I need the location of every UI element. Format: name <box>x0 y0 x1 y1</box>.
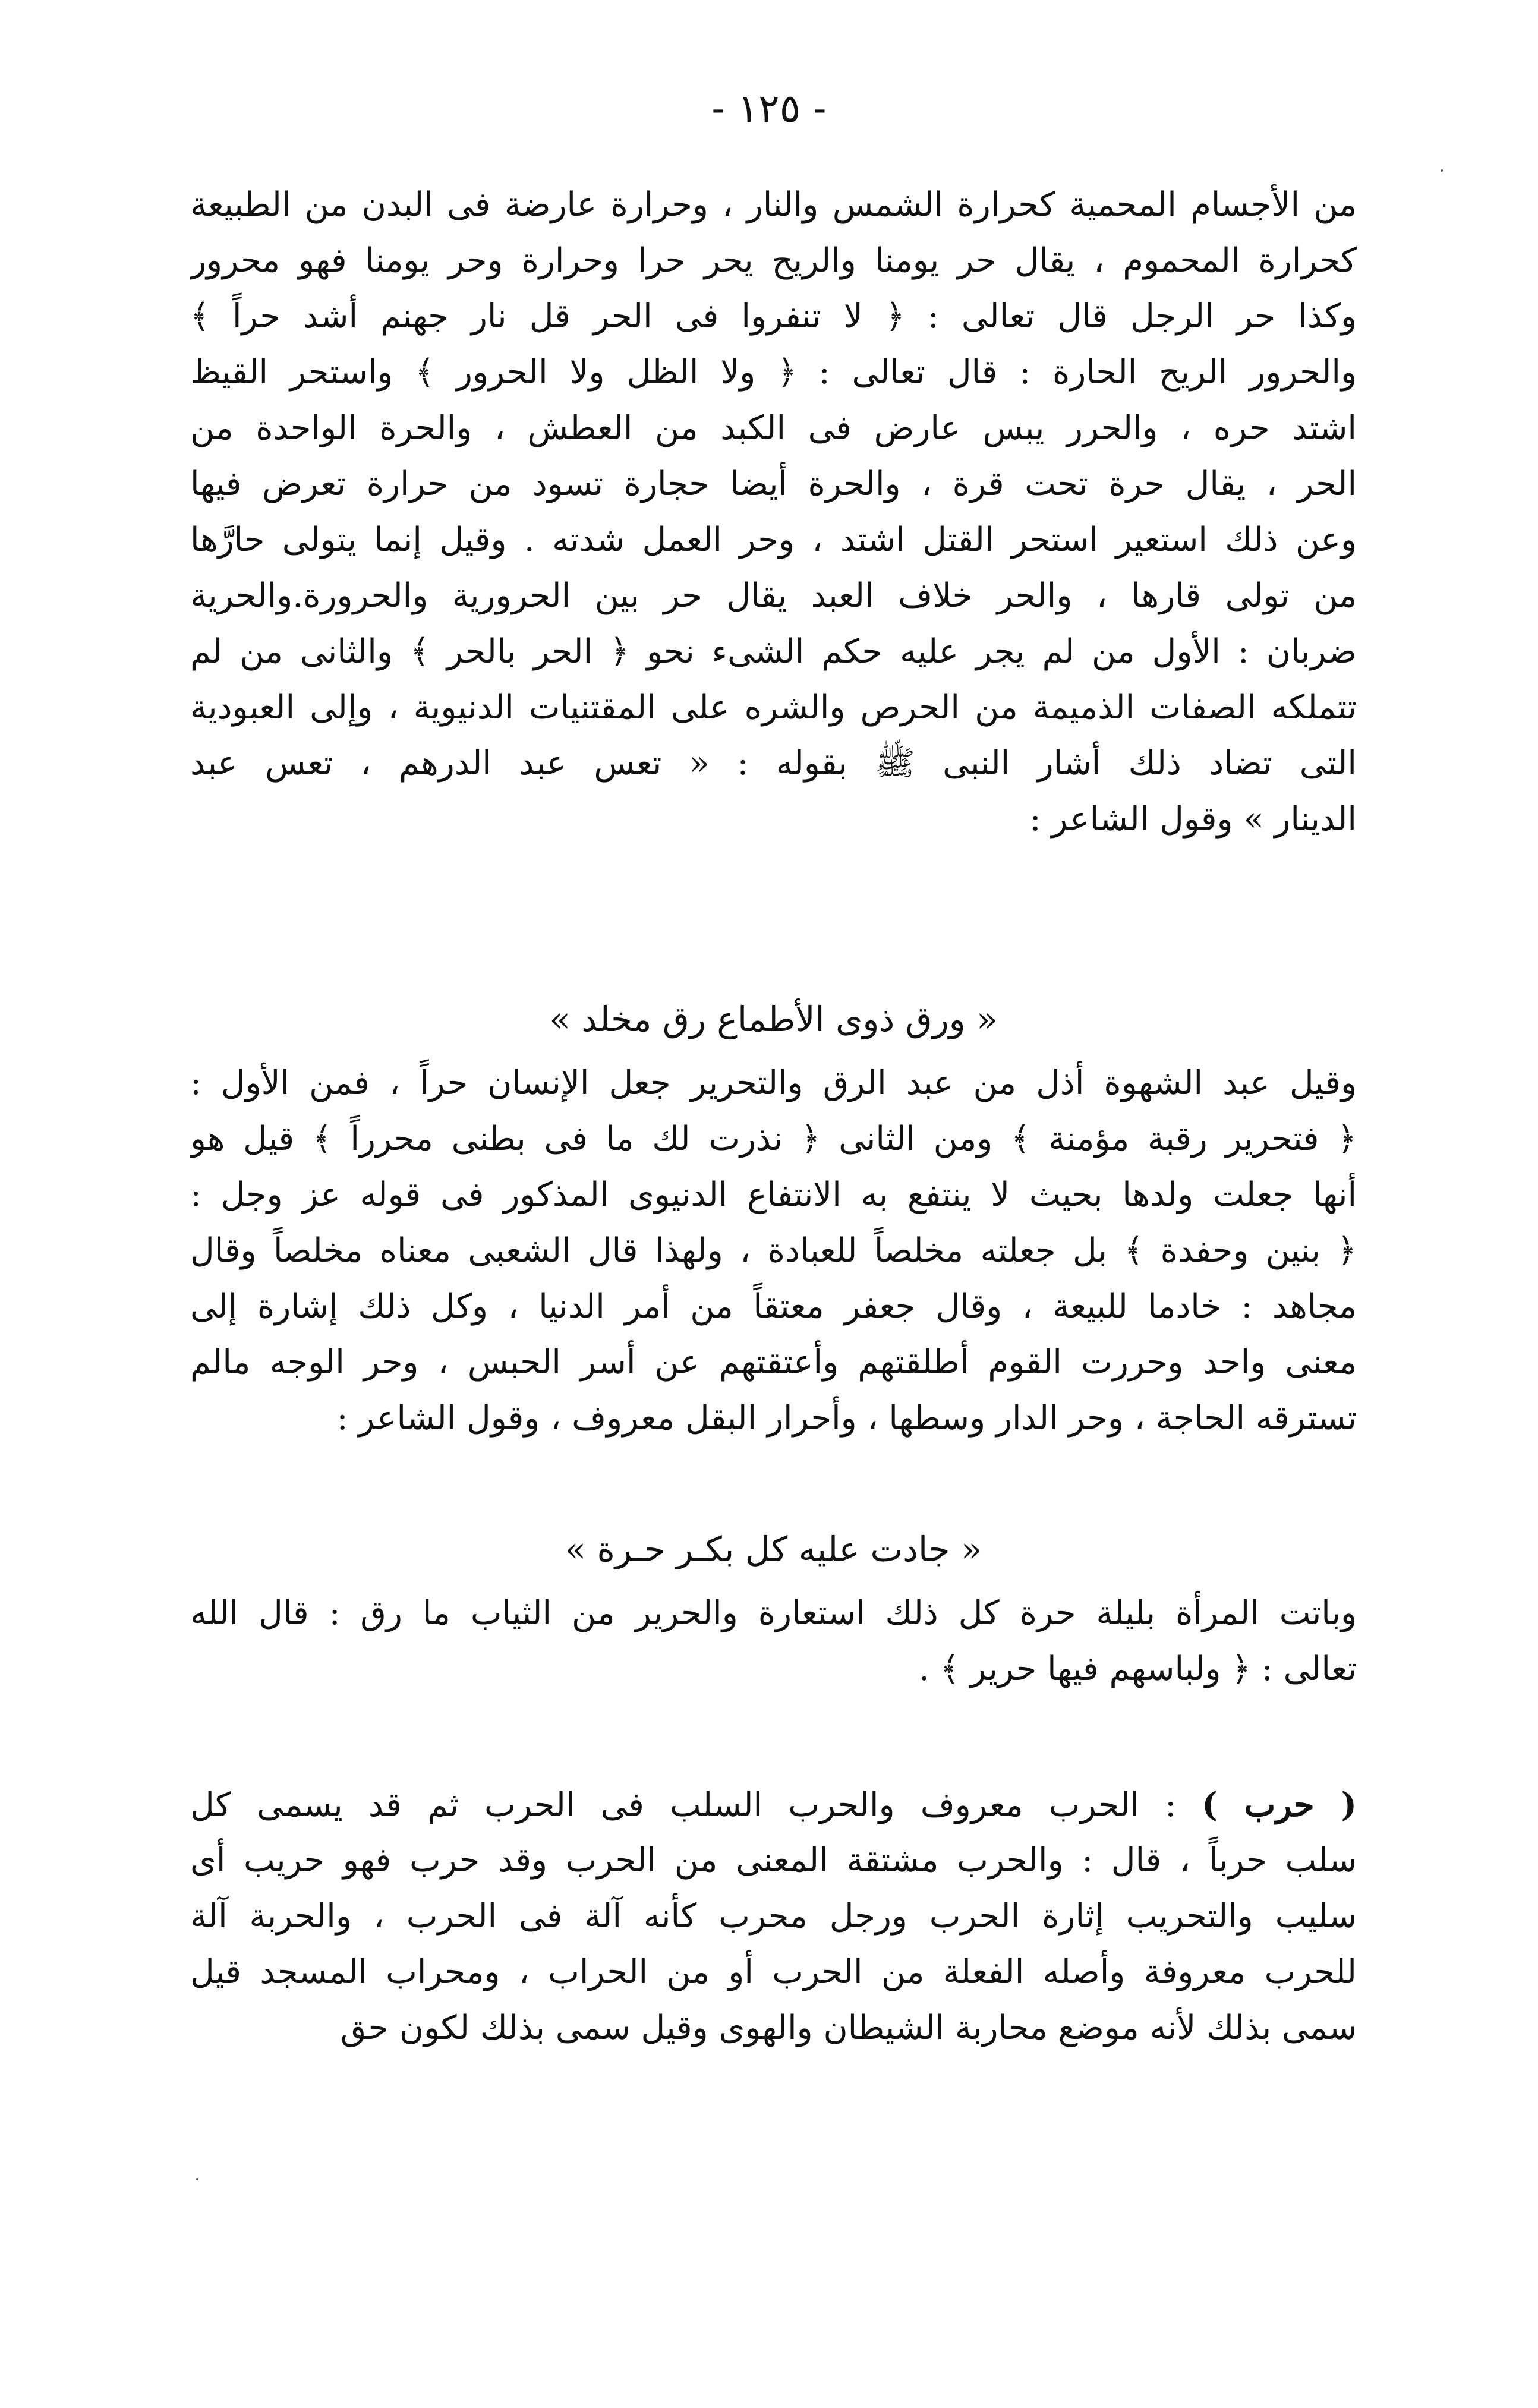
text-line: وباتت المرأة بليلة حرة كل ذلك استعارة والحرير من الثياب ما رق : قال الله <box>190 1594 1357 1632</box>
text-line: وقيل عبد الشهوة أذل من عبد الرق والتحرير جعل الإنسان حراً ، فمن الأول : <box>190 1064 1357 1102</box>
text-line: التى تضاد ذلك أشار النبى ﷺ بقوله : « تعس عبد الدرهم ، تعس عبد <box>190 744 1357 783</box>
text-line: ﴿ بنين وحفدة ﴾ بل جعلته مخلصاً للعبادة ، ولهذا قال الشعبى معناه مخلصاً وقال <box>190 1231 1357 1270</box>
text-line: وعن ذلك استعير استحر القتل اشتد ، وحر العمل شدته . وقيل إنما يتولى حارَّها <box>190 521 1357 559</box>
paragraph-3 <box>190 1586 1357 1697</box>
entry-first-line: : الحرب معروف والحرب السلب فى الحرب ثم قد يسمى كل <box>190 1786 1202 1824</box>
text-line: للحرب معروفة وأصله الفعلة من الحرب أو من الحراب ، ومحراب المسجد قيل <box>190 1953 1357 1991</box>
text-line: ﴿ فتحرير رقبة مؤمنة ﴾ ومن الثانى ﴿ نذرت لك ما فى بطنى محرراً ﴾ قيل هو <box>190 1120 1357 1158</box>
text-line: معنى واحد وحررت القوم أطلقتهم وأعتقتهم عن أسر الحبس ، وحر الوجه مالم <box>190 1343 1357 1382</box>
verse-line: « ورق ذوى الأطماع رق مخلد » <box>549 999 998 1039</box>
text-line: وكذا حر الرجل قال تعالى : ﴿ لا تنفروا فى الحر قل نار جهنم أشد حراً ﴾ <box>190 297 1357 336</box>
text-line: ضربان : الأول من لم يجر عليه حكم الشىء نحو ﴿ الحر بالحر ﴾ والثانى من لم <box>190 632 1357 671</box>
text-line: أنها جعلت ولدها بحيث لا ينتفع به الانتفاع الدنيوى المذكور فى قوله عز وجل : <box>190 1175 1357 1214</box>
verse-2 <box>190 1517 1357 1582</box>
verse-line: « جادت عليه كل بكـر حـرة » <box>565 1529 982 1569</box>
text-line: كحرارة المحموم ، يقال حر يومنا والريح يحر حرا وحرارة وحر يومنا فهو محرور <box>190 241 1357 280</box>
text-line: الدينار » وقول الشاعر : <box>1029 800 1357 839</box>
text-line: سلب حرباً ، قال : والحرب مشتقة المعنى من الحرب وقد حرب فهو حريب أى <box>190 1841 1357 1880</box>
verse-1 <box>190 986 1357 1052</box>
text-line: تعالى : ﴿ ولباسهم فيها حرير ﴾ . <box>919 1650 1357 1688</box>
text-line: اشتد حره ، والحرر يبس عارض فى الكبد من العطش ، والحرة الواحدة من <box>190 409 1357 447</box>
text-line: والحرور الريح الحارة : قال تعالى : ﴿ ولا الظل ولا الحرور ﴾ واستحر القيظ <box>190 353 1357 392</box>
text-line: من تولى قارها ، والحر خلاف العبد يقال حر بين الحرورية والحرورة.والحرية <box>190 576 1357 615</box>
text-line: سليب والتحريب إثارة الحرب ورجل محرب كأنه آلة فى الحرب ، والحربة آلة <box>190 1897 1357 1936</box>
paragraph-2 <box>190 1055 1357 1446</box>
text-line: تتملكه الصفات الذميمة من الحرص والشره على المقتنيات الدنيوية ، وإلى العبودية <box>190 688 1357 727</box>
page-number: - ١٢٥ - <box>711 86 827 131</box>
text-line: تسترقه الحاجة ، وحر الدار وسطها ، وأحرار البقل معروف ، وقول الشاعر : <box>336 1399 1357 1438</box>
text-line: سمى بذلك لأنه موضع محاربة الشيطان والهوى وقيل سمى بذلك لكون حق <box>340 2009 1357 2047</box>
text-line: مجاهد : خادما للبيعة ، وقال جعفر معتقاً من أمر الدنيا ، وكل ذلك إشارة إلى <box>190 1287 1357 1326</box>
text-line: من الأجسام المحمية كحرارة الشمس والنار ، وحرارة عارضة فى البدن من الطبيعة <box>190 185 1357 224</box>
entry-headword: ( حرب ) <box>1202 1785 1357 1824</box>
scan-speck <box>1441 169 1443 172</box>
entry-harb <box>190 1777 1357 2056</box>
paragraph-1 <box>190 177 1357 847</box>
scan-speck <box>196 2178 198 2180</box>
text-line <box>190 1777 1357 1833</box>
text-line: الحر ، يقال حرة تحت قرة ، والحرة أيضا حجارة تسود من حرارة تعرض فيها <box>190 465 1357 503</box>
